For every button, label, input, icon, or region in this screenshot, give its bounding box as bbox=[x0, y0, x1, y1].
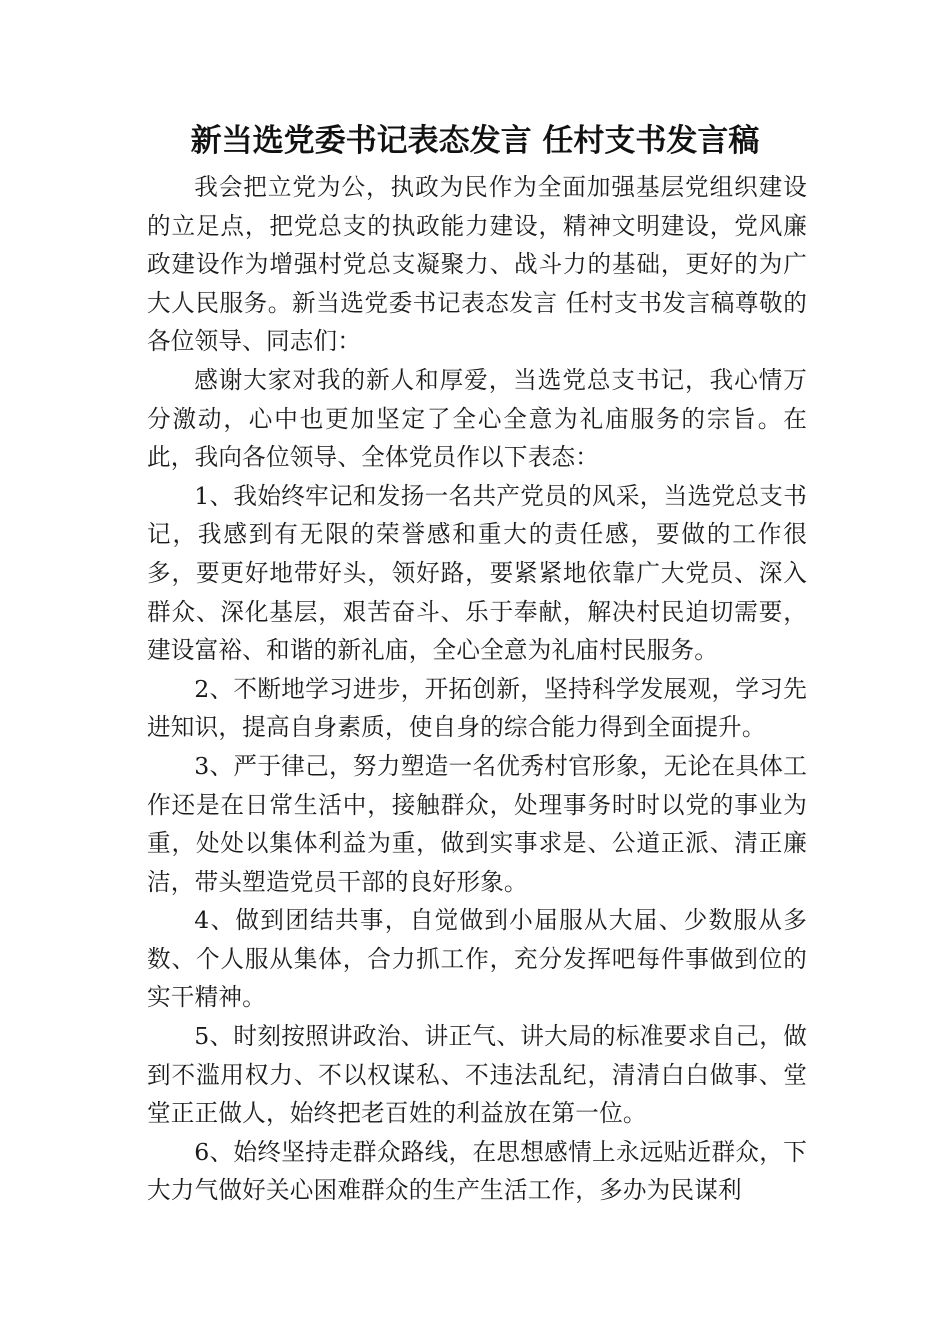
paragraph: 1、我始终牢记和发扬一名共产党员的风采，当选党总支书记，我感到有无限的荣誉感和重大的责任感，要做的工作很多，要更好地带好头，领好路，要紧紧地依靠广大党员、深入群众、深化基层，艰苦奋斗、乐于奉献，解决村民迫切需要，建设富裕、和谐的新礼庙，全心全意为礼庙村民服务。 bbox=[147, 481, 807, 665]
paragraph: 6、始终坚持走群众路线，在思想感情上永远贴近群众，下大力气做好关心困难群众的生产生活工作，多办为民谋利 bbox=[147, 1137, 807, 1205]
document-body bbox=[147, 168, 807, 1210]
paragraph: 5、时刻按照讲政治、讲正气、讲大局的标准要求自己，做到不滥用权力、不以权谋私、不违法乱纪，清清白白做事、堂堂正正做人，始终把老百姓的利益放在第一位。 bbox=[147, 1022, 807, 1128]
paragraph: 3、严于律己，努力塑造一名优秀村官形象，无论在具体工作还是在日常生活中，接触群众，处理事务时时以党的事业为重，处处以集体利益为重，做到实事求是、公道正派、清正廉洁，带头塑造党员干部的良好形象。 bbox=[147, 751, 807, 896]
paragraph: 2、不断地学习进步，开拓创新，坚持科学发展观，学习先进知识，提高自身素质，使自身的综合能力得到全面提升。 bbox=[147, 674, 807, 742]
paragraph: 4、做到团结共事，自觉做到小届服从大届、少数服从多数、个人服从集体，合力抓工作，充分发挥吧每件事做到位的实干精神。 bbox=[147, 906, 807, 1012]
paragraph: 感谢大家对我的新人和厚爱，当选党总支书记，我心情万分激动，心中也更加坚定了全心全意为礼庙服务的宗旨。在此，我向各位领导、全体党员作以下表态： bbox=[147, 365, 807, 472]
document-title: 新当选党委书记表态发言 任村支书发言稿 bbox=[190, 123, 760, 159]
paragraph: 我会把立党为公，执政为民作为全面加强基层党组织建设的立足点，把党总支的执政能力建设，精神文明建设，党风廉政建设作为增强村党总支凝聚力、战斗力的基础，更好的为广大人民服务。新当选党委书记表态发言 任村支书发言稿尊敬的各位领导、同志们： bbox=[147, 173, 807, 356]
